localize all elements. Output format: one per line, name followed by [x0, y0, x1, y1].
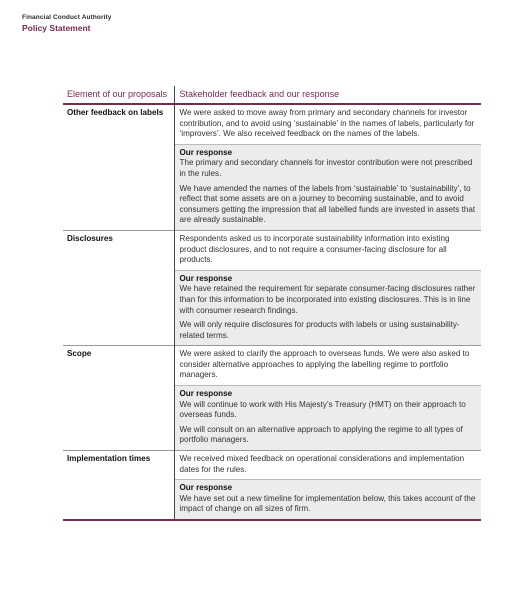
- feedback-cell: We were asked to move away from primary and secondary channels for investor contribution, and to avoid using ‘sustainable’ in the names of labels, particularly for ‘improvers’. We also received feedback on the names of the labels.: [174, 104, 481, 144]
- response-heading: Our response: [179, 389, 233, 399]
- response-cell: [174, 270, 481, 346]
- element-cell: Implementation times: [63, 451, 174, 520]
- table-row: [63, 104, 481, 144]
- organization-name: Financial Conduct Authority: [22, 14, 112, 21]
- response-heading: Our response: [179, 273, 233, 283]
- response-heading: Our response: [179, 147, 233, 157]
- response-heading: Our response: [179, 483, 233, 493]
- table-row: [63, 230, 481, 270]
- response-cell: [174, 144, 481, 230]
- response-cell: [174, 480, 481, 520]
- response-paragraph: We have retained the requirement for separate consumer-facing disclosures rather than for this information to be incorporated into existing disclosures. This is in line with consumer research findings.: [179, 284, 476, 315]
- element-cell: Scope: [63, 346, 174, 451]
- feedback-cell: We were asked to clarify the approach to overseas funds. We were also asked to consider alternative approaches to applying the labelling regime to portfolio managers.: [174, 346, 481, 386]
- response-paragraph: We have amended the names of the labels from ‘sustainable’ to ‘sustainability’, to reflect that some assets are on a journey to becoming sustainable, and to avoid consumers getting the impression that all labelled funds are invested in assets that are already sustainable.: [179, 183, 476, 225]
- column-header-feedback: Stakeholder feedback and our response: [174, 86, 481, 104]
- table-row: [63, 451, 481, 480]
- element-cell: Other feedback on labels: [63, 104, 174, 230]
- response-paragraph: We will consult on an alternative approach to applying the regime to all types of portfolio managers.: [179, 424, 463, 445]
- feedback-cell: Respondents asked us to incorporate sustainability information into existing product disclosures, and to not require a consumer-facing disclosure for all products.: [174, 230, 481, 270]
- column-header-element: Element of our proposals: [63, 86, 174, 104]
- feedback-table: [63, 86, 481, 521]
- response-cell: [174, 386, 481, 451]
- table-header-row: [63, 86, 481, 104]
- document-type: Policy Statement: [22, 23, 91, 33]
- response-paragraph: We will continue to work with His Majesty’s Treasury (HMT) on their approach to overseas funds.: [179, 399, 466, 420]
- page-header: [22, 14, 112, 33]
- element-cell: Disclosures: [63, 230, 174, 345]
- response-paragraph: The primary and secondary channels for investor contribution were not prescribed in the rules.: [179, 158, 473, 178]
- response-paragraph: We have set out a new timeline for implementation below, this takes account of the impact of change on all sizes of firm.: [179, 493, 476, 514]
- table-row: [63, 346, 481, 386]
- feedback-cell: We received mixed feedback on operational considerations and implementation dates for the rules.: [174, 451, 481, 480]
- response-paragraph: We will only require disclosures for products with labels or using sustainability-related terms.: [179, 320, 460, 340]
